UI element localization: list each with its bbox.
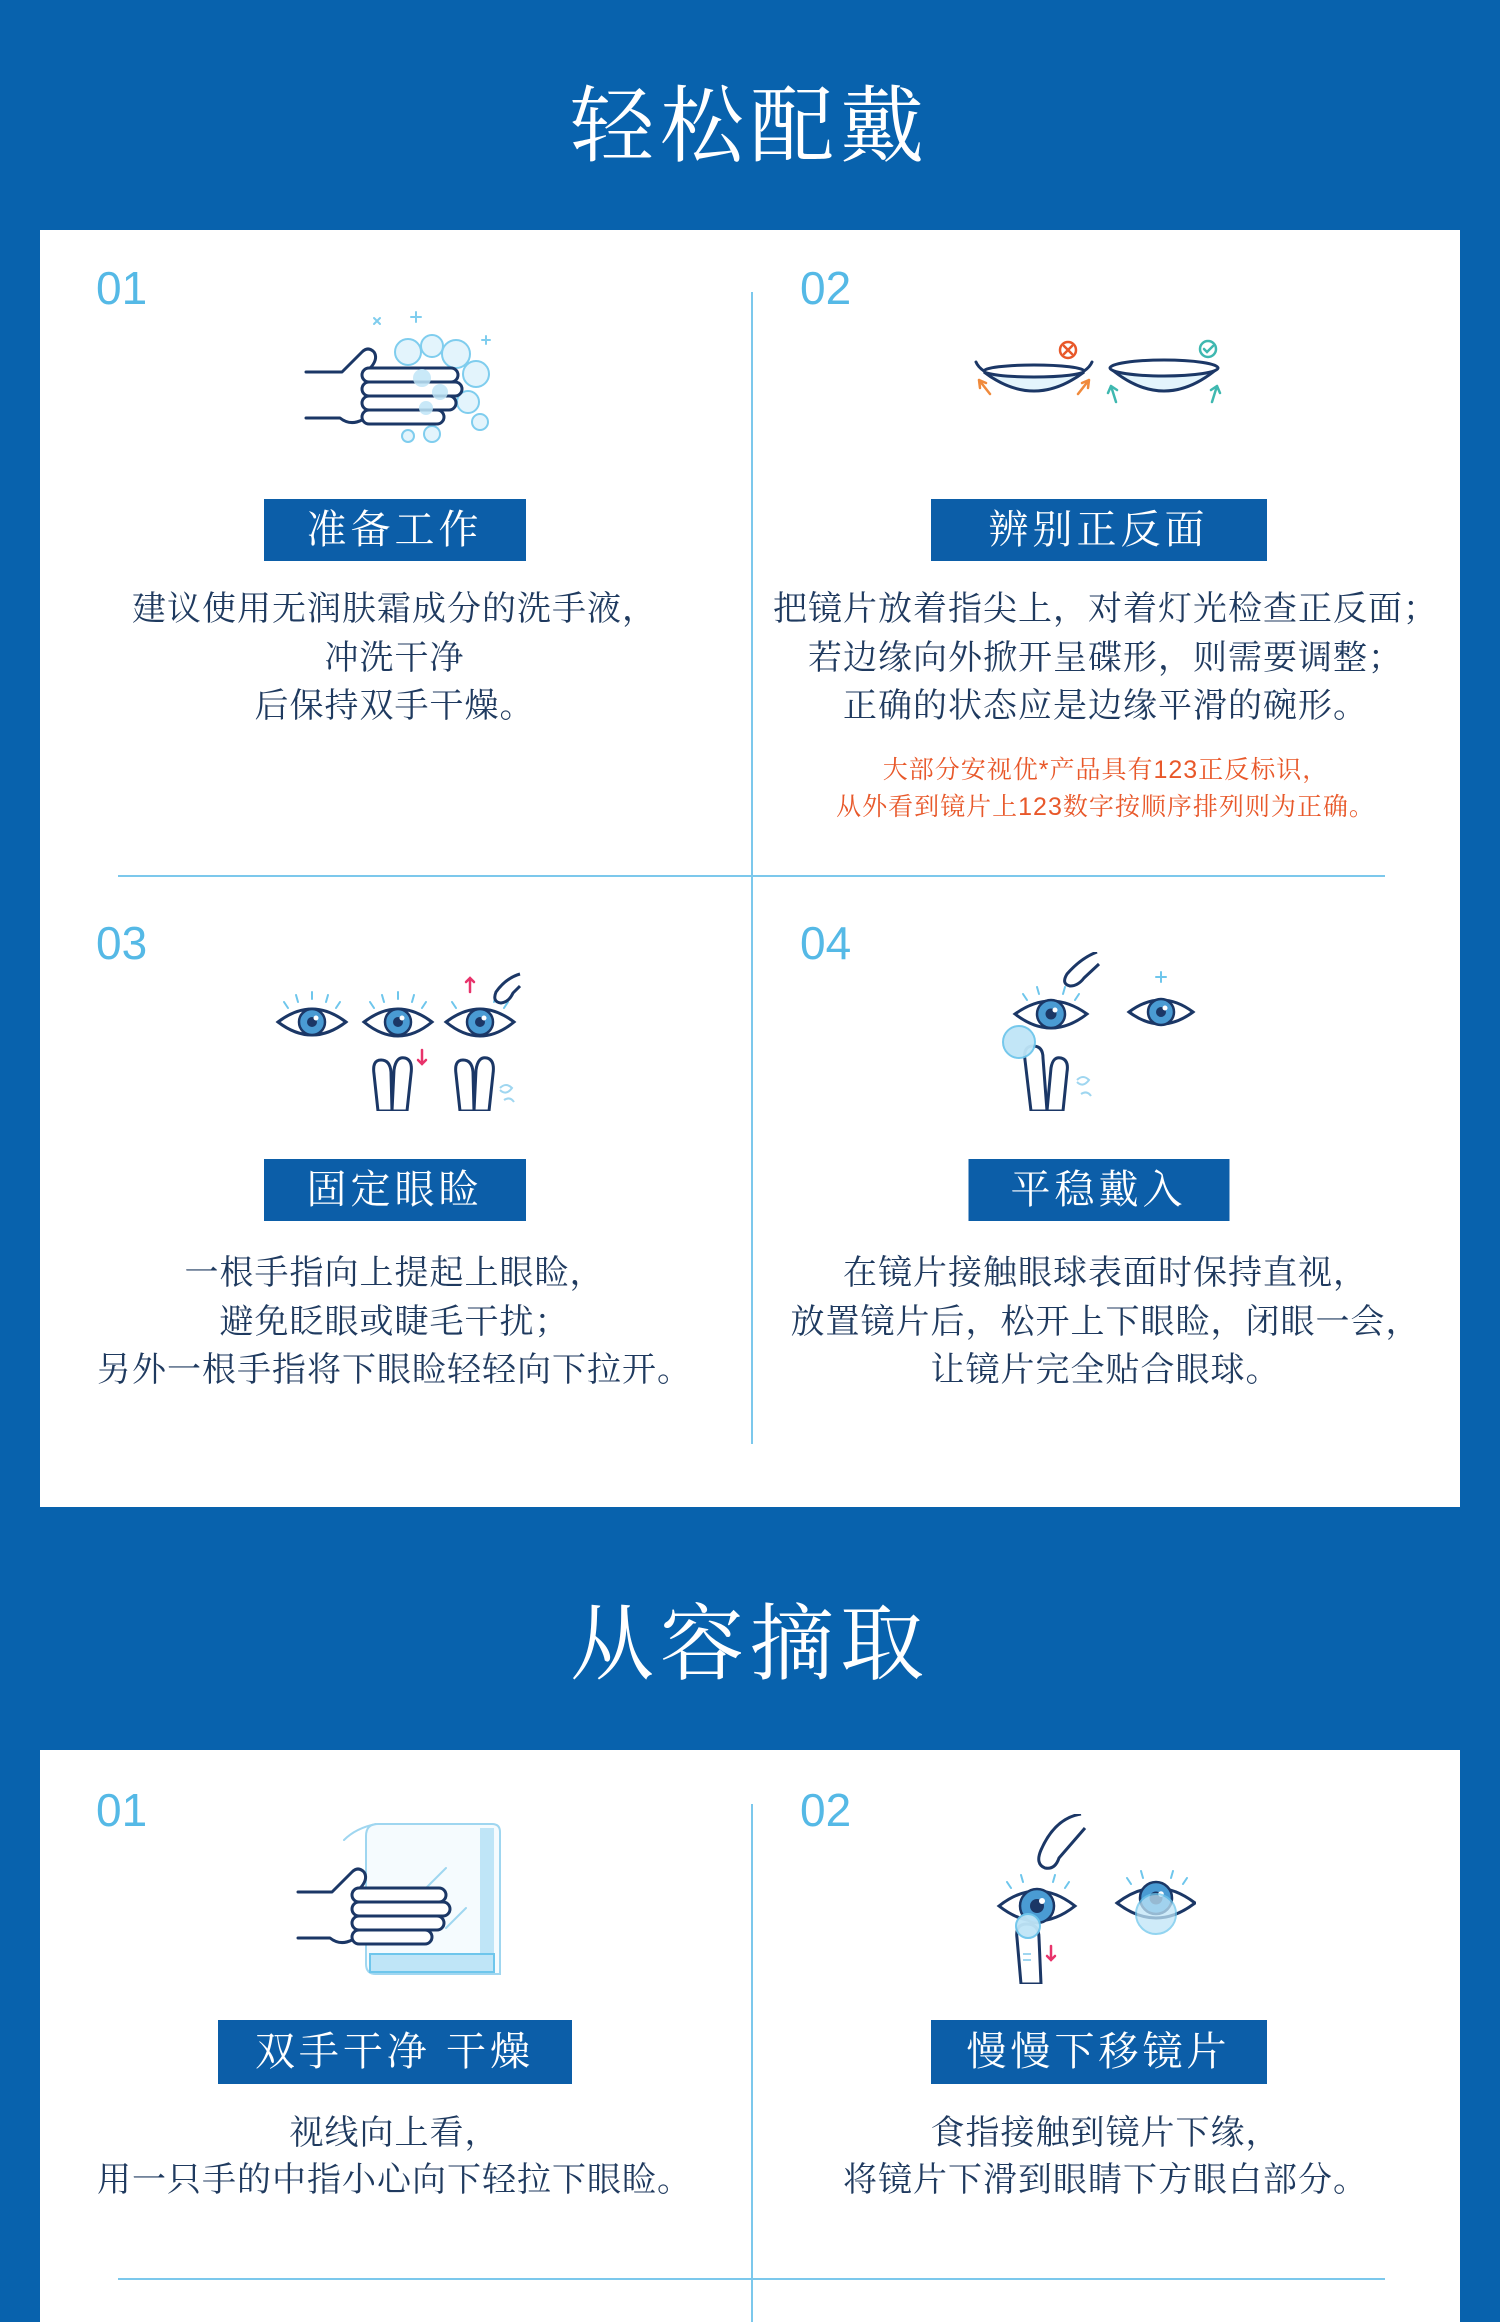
hand-washing-icon xyxy=(304,308,494,444)
step-note xyxy=(751,752,1460,826)
eye-receiving-lens xyxy=(1003,952,1099,1111)
section-title-wear: 轻松配戴 xyxy=(569,79,930,173)
remove-steps-panel xyxy=(40,1750,1460,2322)
step-label: 准备工作 xyxy=(264,499,526,561)
section-title-remove: 从容摘取 xyxy=(569,1597,930,1691)
note-line: 大部分安视优*产品具有123正反标识， xyxy=(882,756,1329,784)
eye-finger-on-lens xyxy=(999,1814,1085,1984)
lens-orientation-icon xyxy=(974,338,1226,415)
step-card-prepare xyxy=(40,230,749,875)
step-description xyxy=(40,2110,749,2204)
step-card-slide-lens xyxy=(751,1750,1460,2278)
eye-lower-lid-pulled xyxy=(364,992,432,1111)
lens-slide-down-icon xyxy=(985,1814,1196,1984)
step-number: 02 xyxy=(800,1784,852,1836)
description-line: 另外一根手指将下眼睑轻轻向下拉开。 xyxy=(97,1351,692,1389)
description-line: 冲洗干净 xyxy=(324,638,465,677)
description-line: 在镜片接触眼球表面时保持直视， xyxy=(843,1254,1368,1292)
step-number: 04 xyxy=(800,917,852,969)
description-line: 视线向上看， xyxy=(289,2114,500,2152)
horizontal-divider xyxy=(118,2278,1385,2280)
step-card-insert-lens xyxy=(751,875,1460,1507)
lens-wrong-dish xyxy=(976,342,1092,394)
description-line: 将镜片下滑到眼睛下方眼白部分。 xyxy=(843,2161,1368,2199)
eye-both-lids-held xyxy=(446,974,520,1111)
step-number: 02 xyxy=(800,262,852,314)
step-number: 01 xyxy=(96,1784,148,1836)
step-label: 双手干净 干燥 xyxy=(218,2020,572,2084)
lens-correct-bowl xyxy=(1108,341,1220,402)
description-line: 避免眨眼或睫毛干扰； xyxy=(219,1302,570,1341)
step-description xyxy=(751,1249,1460,1395)
step-description xyxy=(751,2110,1460,2204)
step-label: 慢慢下移镜片 xyxy=(931,2020,1267,2084)
step-label: 辨别正反面 xyxy=(931,499,1267,561)
description-line: 把镜片放着指尖上，对着灯光检查正反面； xyxy=(773,590,1438,628)
note-line: 从外看到镜片上123数字按顺序排列则为正确。 xyxy=(836,793,1375,821)
description-line: 一根手指向上提起上眼睑， xyxy=(184,1254,605,1292)
description-line: 建议使用无润肤霜成分的洗手液， xyxy=(132,590,657,628)
eye-open xyxy=(278,992,346,1035)
wear-steps-panel xyxy=(40,230,1460,1507)
step-number: 03 xyxy=(96,917,148,969)
step-label: 固定眼睑 xyxy=(264,1159,526,1221)
description-line: 后保持双手干燥。 xyxy=(254,687,535,725)
hand-towel-icon xyxy=(296,1818,503,1984)
description-line: 让镜片完全贴合眼球。 xyxy=(930,1351,1281,1389)
description-line: 食指接触到镜片下缘， xyxy=(930,2114,1281,2152)
step-number: 01 xyxy=(96,262,148,314)
description-line: 若边缘向外掀开呈碟形，则需要调整； xyxy=(808,638,1403,677)
eye-lens-lowered xyxy=(1117,1871,1195,1934)
eyelid-hold-icon xyxy=(274,970,521,1111)
step-description xyxy=(40,1249,749,1395)
description-line: 放置镜片后，松开上下眼睑，闭眼一会， xyxy=(790,1302,1421,1341)
description-line: 正确的状态应是边缘平滑的碗形。 xyxy=(843,687,1368,725)
step-description xyxy=(751,585,1460,731)
lens-insert-icon xyxy=(995,952,1202,1111)
eye-with-lens xyxy=(1129,972,1193,1025)
step-card-dry-hands xyxy=(40,1750,749,2278)
step-card-hold-eyelid xyxy=(40,875,749,1507)
description-line: 用一只手的中指小心向下轻拉下眼睑。 xyxy=(97,2161,692,2199)
step-label: 平稳戴入 xyxy=(968,1159,1229,1221)
step-card-check-side xyxy=(751,230,1460,875)
step-description xyxy=(40,585,749,731)
